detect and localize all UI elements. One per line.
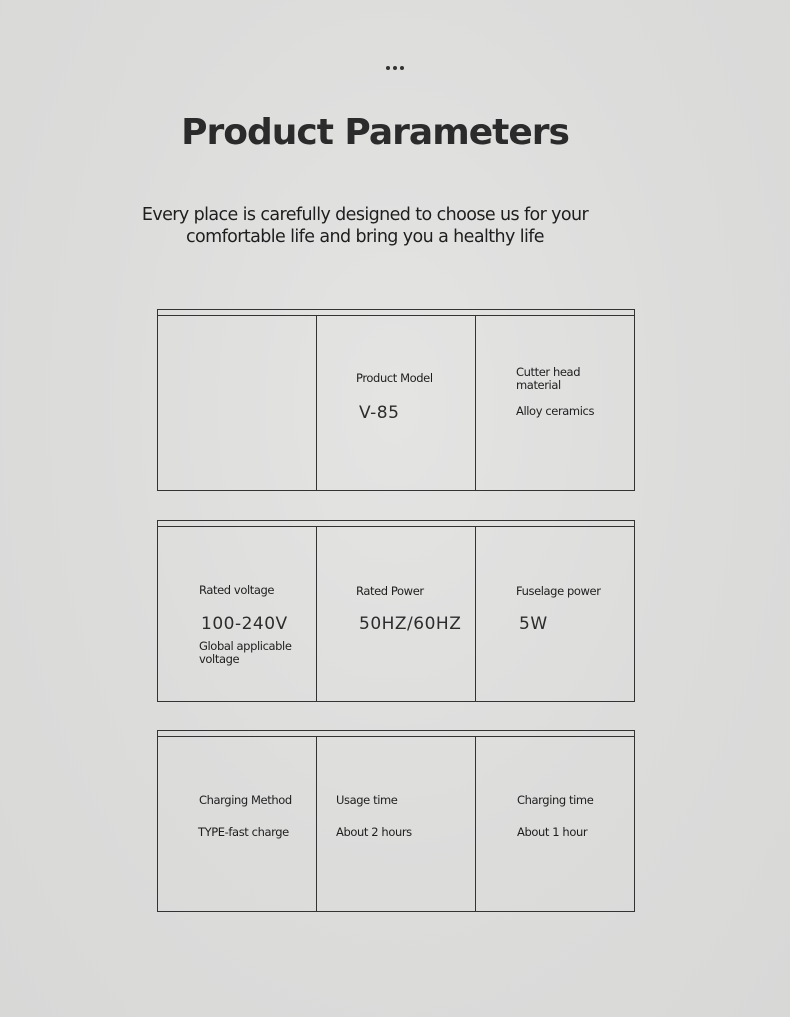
spec-cell-fuselage-power [475,527,634,701]
page-subtitle [0,204,730,248]
spec-value: 5W [519,614,548,634]
spec-value: TYPE-fast charge [198,825,289,839]
spec-label: Rated voltage [199,583,275,597]
spec-cell-product-model [316,316,475,490]
page-title: Product Parameters [181,112,569,153]
spec-cell-rated-power [316,527,475,701]
spec-row-cells [157,736,635,912]
spec-value: V-85 [359,403,400,423]
more-dots-icon [386,66,408,72]
subtitle-line-1: Every place is carefully designed to choose us for your [141,205,589,225]
spec-label: Rated Power [356,584,424,598]
spec-cell-rated-voltage [158,527,316,701]
spec-row-cells [157,526,635,702]
spec-value: About 2 hours [336,825,412,839]
spec-cell-empty [158,316,316,490]
spec-label: Charging time [517,793,594,807]
spec-note: Global applicable voltage [199,639,292,666]
spec-label: Fuselage power [516,584,601,598]
spec-row-3 [157,730,635,912]
spec-cell-cutter-head [475,316,634,490]
spec-value: 100-240V [201,614,288,634]
spec-label: Charging Method [199,793,292,807]
spec-cell-charging-method [158,737,316,911]
spec-cell-usage-time [316,737,475,911]
spec-value: 50HZ/60HZ [359,614,462,634]
spec-row-cells [157,315,635,491]
spec-row-2 [157,520,635,702]
subtitle-line-2: comfortable life and bring you a healthy life [186,227,544,247]
spec-label: Usage time [336,793,398,807]
spec-label: Cutter head material [516,365,581,392]
spec-value: Alloy ceramics [516,404,595,418]
spec-row-1 [157,309,635,491]
spec-value: About 1 hour [517,825,588,839]
spec-label: Product Model [356,371,433,385]
spec-cell-charging-time [475,737,634,911]
